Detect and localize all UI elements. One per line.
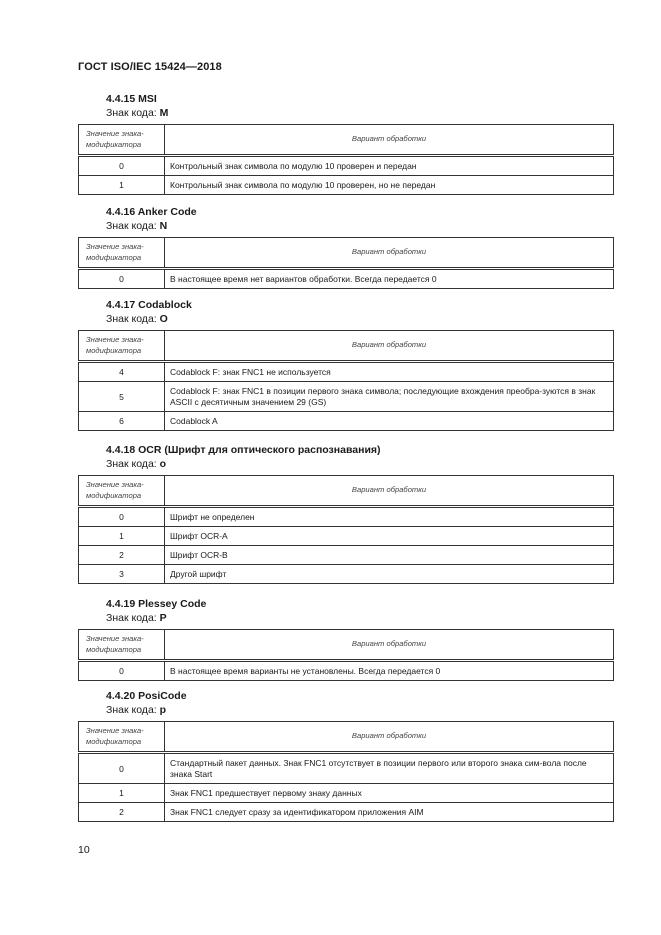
table-row	[79, 546, 614, 565]
table-row	[79, 527, 614, 546]
modifier-value: 5	[79, 382, 165, 412]
header-variant: Вариант обработки	[165, 630, 614, 661]
code-sign-label: Знак кода:	[106, 107, 157, 119]
table-header-row	[79, 722, 614, 753]
table-row	[79, 176, 614, 195]
section-anker-code	[78, 205, 614, 289]
code-sign-line	[106, 106, 614, 120]
section-title: 4.4.15 MSI	[106, 93, 157, 105]
section-title: 4.4.19 Plessey Code	[106, 598, 207, 610]
table-header-row	[79, 476, 614, 507]
code-sign-value: N	[159, 220, 168, 232]
variant-description: Codablock F: знак FNC1 в позиции первого знака символа; последующие вхождения преобра-зуются в знак ASCII с десятичным значением 29 (GS)	[165, 382, 614, 412]
variant-description: Codablock A	[165, 412, 614, 431]
section-plessey-code	[78, 597, 614, 681]
variant-description: Шрифт не определен	[165, 507, 614, 527]
code-sign-label: Знак кода:	[106, 220, 157, 232]
variant-description: Другой шрифт	[165, 565, 614, 584]
header-modifier: Значение знака-модификатора	[79, 331, 165, 362]
section-codablock	[78, 298, 614, 431]
table-row	[79, 565, 614, 584]
header-variant: Вариант обработки	[165, 125, 614, 156]
variant-description: Codablock F: знак FNC1 не используется	[165, 362, 614, 382]
header-variant: Вариант обработки	[165, 476, 614, 507]
variant-description: Контрольный знак символа по модулю 10 проверен и передан	[165, 156, 614, 176]
table-row	[79, 507, 614, 527]
code-sign-value: o	[159, 458, 167, 470]
table-row	[79, 803, 614, 822]
section-ocr	[78, 443, 614, 584]
posicode-table	[78, 721, 614, 822]
header-modifier: Значение знака-модификатора	[79, 722, 165, 753]
table-row	[79, 382, 614, 412]
section-title: 4.4.17 Codablock	[106, 299, 192, 311]
variant-description: В настоящее время нет вариантов обработки. Всегда передается 0	[165, 269, 614, 289]
variant-description: Стандартный пакет данных. Знак FNC1 отсутствует в позиции первого или второго знака сим-вола после знака Start	[165, 753, 614, 784]
modifier-value: 3	[79, 565, 165, 584]
variant-description: Шрифт OCR-B	[165, 546, 614, 565]
variant-description: В настоящее время варианты не установлены. Всегда передается 0	[165, 661, 614, 681]
modifier-value: 2	[79, 546, 165, 565]
anker-table	[78, 237, 614, 289]
table-row	[79, 784, 614, 803]
table-row	[79, 362, 614, 382]
code-sign-label: Знак кода:	[106, 612, 157, 624]
table-header-row	[79, 630, 614, 661]
msi-table	[78, 124, 614, 195]
page-number: 10	[78, 844, 90, 856]
code-sign-line	[106, 312, 614, 326]
table-row	[79, 156, 614, 176]
modifier-value: 0	[79, 507, 165, 527]
document-header: ГОСТ ISO/IEC 15424—2018	[78, 61, 222, 73]
variant-description: Знак FNC1 предшествует первому знаку данных	[165, 784, 614, 803]
section-title: 4.4.16 Anker Code	[106, 206, 197, 218]
modifier-value: 1	[79, 784, 165, 803]
table-header-row	[79, 125, 614, 156]
table-row	[79, 269, 614, 289]
code-sign-label: Знак кода:	[106, 704, 157, 716]
code-sign-label: Знак кода:	[106, 313, 157, 325]
modifier-value: 6	[79, 412, 165, 431]
modifier-value: 0	[79, 661, 165, 681]
plessey-table	[78, 629, 614, 681]
code-sign-value: O	[159, 313, 168, 325]
codablock-table	[78, 330, 614, 431]
modifier-value: 1	[79, 527, 165, 546]
table-row	[79, 661, 614, 681]
header-variant: Вариант обработки	[165, 238, 614, 269]
header-modifier: Значение знака-модификатора	[79, 630, 165, 661]
modifier-value: 4	[79, 362, 165, 382]
header-modifier: Значение знака-модификатора	[79, 238, 165, 269]
code-sign-value: P	[159, 612, 167, 624]
header-modifier: Значение знака-модификатора	[79, 476, 165, 507]
code-sign-value: p	[159, 704, 167, 716]
ocr-table	[78, 475, 614, 584]
code-sign-label: Знак кода:	[106, 458, 157, 470]
modifier-value: 0	[79, 269, 165, 289]
modifier-value: 0	[79, 753, 165, 784]
section-msi	[78, 92, 614, 195]
code-sign-line	[106, 457, 614, 471]
modifier-value: 1	[79, 176, 165, 195]
modifier-value: 0	[79, 156, 165, 176]
code-sign-line	[106, 611, 614, 625]
code-sign-line	[106, 703, 614, 717]
code-sign-value: M	[159, 107, 169, 119]
section-posicode	[78, 689, 614, 822]
table-row	[79, 753, 614, 784]
table-row	[79, 412, 614, 431]
section-title: 4.4.20 PosiCode	[106, 690, 187, 702]
code-sign-line	[106, 219, 614, 233]
variant-description: Знак FNC1 следует сразу за идентификатором приложения AIM	[165, 803, 614, 822]
header-variant: Вариант обработки	[165, 331, 614, 362]
modifier-value: 2	[79, 803, 165, 822]
table-header-row	[79, 238, 614, 269]
header-modifier: Значение знака-модификатора	[79, 125, 165, 156]
header-variant: Вариант обработки	[165, 722, 614, 753]
variant-description: Контрольный знак символа по модулю 10 проверен, но не передан	[165, 176, 614, 195]
table-header-row	[79, 331, 614, 362]
variant-description: Шрифт OCR-A	[165, 527, 614, 546]
section-title: 4.4.18 OCR (Шрифт для оптического распознавания)	[106, 444, 381, 456]
